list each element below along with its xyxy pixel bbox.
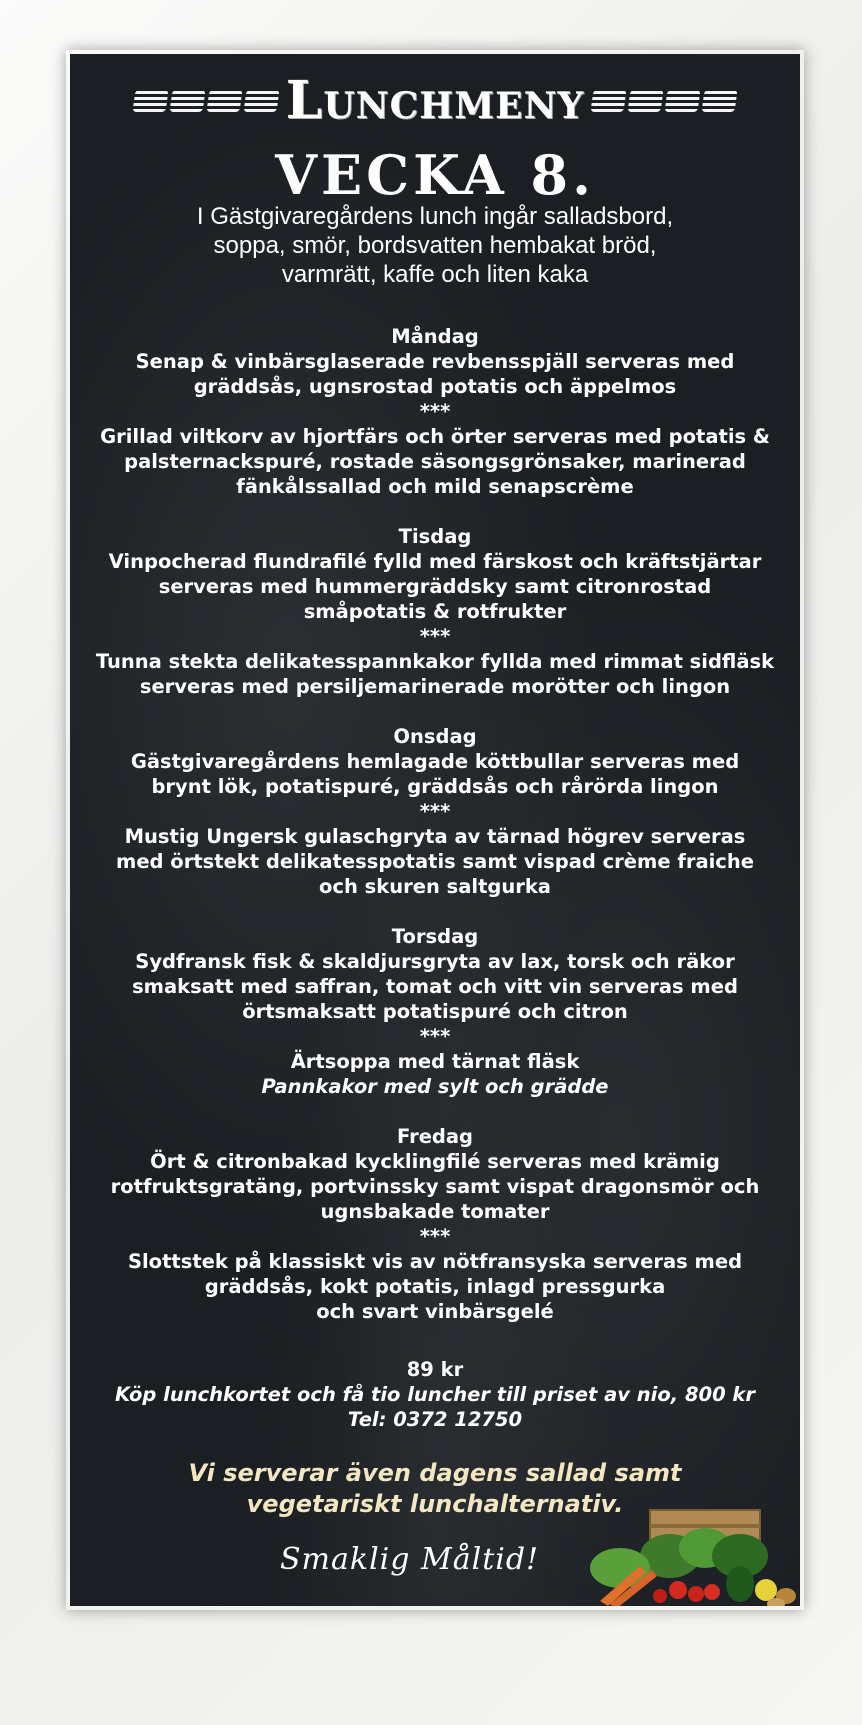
dish-line: smaksatt med saffran, tomat och vitt vin serveras med	[132, 975, 738, 998]
intro-text	[110, 202, 760, 289]
dish-separator: ***	[419, 1225, 451, 1248]
dish-line: örtsmaksatt potatispuré och citron	[242, 1000, 628, 1023]
dish-line: Sydfransk fisk & skaldjursgryta av lax, torsk och räkor	[135, 950, 735, 973]
phone-number: Tel: 0372 12750	[347, 1408, 523, 1431]
dish-line: och skuren saltgurka	[319, 875, 551, 898]
dish-line: Vinpocherad flundrafilé fylld med färskost och kräftstjärtar	[108, 550, 762, 573]
dish-line: Gästgivaregårdens hemlagade köttbullar serveras med	[130, 750, 740, 773]
dish-line: serveras med persiljemarinerade morötter och lingon	[139, 675, 731, 698]
dish-line: Slottstek på klassiskt vis av nötfransyska serveras med	[127, 1250, 743, 1273]
dish-line: brynt lök, potatispuré, gräddsås och rårörda lingon	[151, 775, 719, 798]
dish-line: Ärtsoppa med tärnat fläsk	[290, 1050, 580, 1073]
day-name: Måndag	[391, 325, 479, 348]
day-friday	[70, 1124, 800, 1324]
dish-separator: ***	[419, 400, 451, 423]
title-row	[70, 66, 800, 136]
dish-line: gräddsås, kokt potatis, inlagd pressgurka	[204, 1275, 666, 1298]
chalkboard	[70, 54, 800, 1606]
dish-line: Senap & vinbärsglaserade revbensspjäll serveras med	[135, 350, 735, 373]
day-thursday	[70, 924, 800, 1099]
dish-line: Tunna stekta delikatesspannkakor fyllda med rimmat sidfläsk	[95, 650, 775, 673]
vegetable-crate-illustration	[580, 1506, 800, 1606]
dish-line: Grillad viltkorv av hjortfärs och örter serveras med potatis &	[100, 425, 770, 448]
day-name: Torsdag	[391, 925, 479, 948]
intro-line: soppa, smör, bordsvatten hembakat bröd,	[213, 232, 657, 259]
day-monday	[70, 324, 800, 499]
dish-separator: ***	[419, 800, 451, 823]
weekly-menu	[70, 324, 800, 1349]
day-wednesday	[70, 724, 800, 899]
dish-line: Ört & citronbakad kycklingfilé serveras med krämig	[150, 1150, 720, 1173]
intro-line: I Gästgivaregårdens lunch ingår salladsbord,	[196, 203, 674, 230]
week-heading: VECKA 8.	[275, 143, 595, 207]
day-name: Tisdag	[398, 525, 472, 548]
dish-line: och svart vinbärsgelé	[316, 1300, 554, 1323]
menu-title: Lunchmeny	[285, 70, 585, 131]
dish-line: rotfruktsgratäng, portvinssky samt vispat dragonsmör och	[110, 1175, 760, 1198]
extra-line: vegetariskt lunchalternativ.	[246, 1490, 624, 1518]
right-dash-decoration	[592, 90, 736, 112]
dish-line: Mustig Ungersk gulaschgryta av tärnad högrev serveras	[124, 825, 746, 848]
day-name: Onsdag	[393, 725, 477, 748]
dish-line: palsternackspuré, rostade säsongsgrönsaker, marinerad	[124, 450, 746, 473]
dish-line: fänkålssallad och mild senapscrème	[236, 475, 634, 498]
price: 89 kr	[406, 1358, 464, 1381]
dish-line: ugnsbakade tomater	[320, 1200, 550, 1223]
dish-line: med örtstekt delikatesspotatis samt vispad crème fraiche	[116, 850, 754, 873]
extra-line: Vi serverar även dagens sallad samt	[188, 1459, 682, 1487]
dish-separator: ***	[419, 625, 451, 648]
day-tuesday	[70, 524, 800, 699]
dish-line-italic: Pannkakor med sylt och grädde	[261, 1075, 609, 1098]
left-dash-decoration	[134, 90, 278, 112]
lunchcard-offer: Köp lunchkortet och få tio luncher till priset av nio, 800 kr	[114, 1383, 756, 1406]
dish-line: gräddsås, ugnsrostad potatis och äppelmos	[193, 375, 677, 398]
day-name: Fredag	[397, 1125, 473, 1148]
price-info	[70, 1357, 800, 1432]
dish-line: småpotatis & rotfrukter	[303, 600, 567, 623]
dish-line: serveras med hummergräddsky samt citronrostad	[158, 575, 712, 598]
closing-greeting: Smaklig Måltid!	[280, 1542, 540, 1577]
intro-line: varmrätt, kaffe och liten kaka	[281, 261, 589, 288]
dish-separator: ***	[419, 1025, 451, 1048]
